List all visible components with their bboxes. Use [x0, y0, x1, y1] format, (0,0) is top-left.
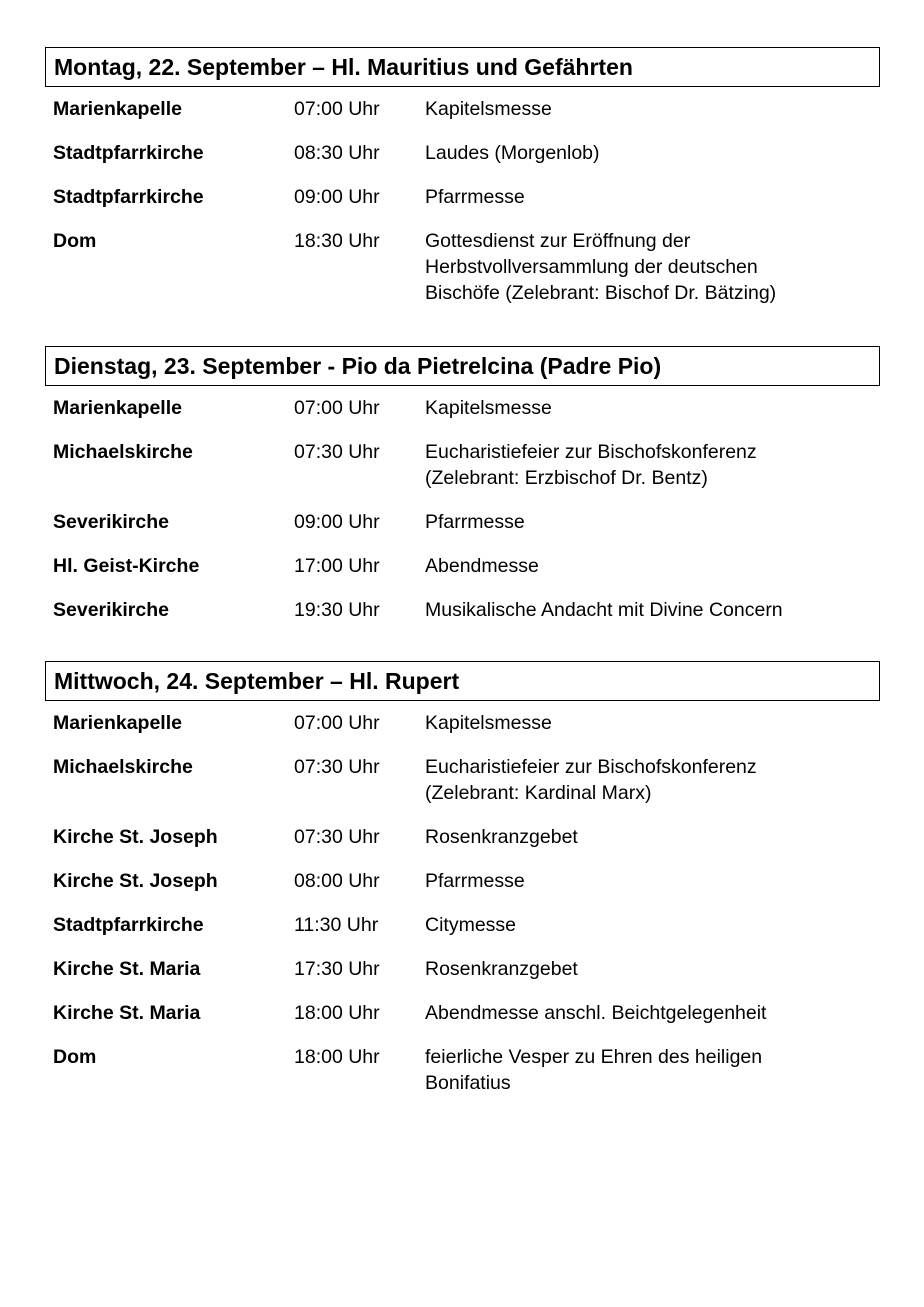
entry-event: Eucharistiefeier zur Bischofskonferenz (Zelebrant: Erzbischof Dr. Bentz) — [425, 441, 757, 489]
entry-place: Dom — [53, 1046, 97, 1068]
entry-time: 19:30 Uhr — [294, 599, 380, 621]
entry-time: 07:00 Uhr — [294, 397, 380, 419]
day-section-wednesday — [45, 661, 880, 1114]
entry-time: 11:30 Uhr — [294, 914, 379, 936]
entry-list — [45, 710, 880, 1096]
schedule-entry — [45, 140, 880, 166]
entry-event: Pfarrmesse — [425, 186, 525, 208]
entry-list — [45, 395, 880, 623]
entry-event: Laudes (Morgenlob) — [425, 142, 600, 164]
schedule-entry — [45, 553, 880, 579]
day-header: Montag, 22. September – Hl. Mauritius und Gefährten — [45, 47, 880, 87]
entry-event: Rosenkranzgebet — [425, 958, 578, 980]
entry-event: feierliche Vesper zu Ehren des heiligen Bonifatius — [425, 1046, 763, 1094]
schedule-entry — [45, 754, 880, 806]
entry-place: Hl. Geist-Kirche — [53, 555, 200, 577]
entry-event: Rosenkranzgebet — [425, 826, 578, 848]
schedule-entry — [45, 1000, 880, 1026]
entry-place: Dom — [53, 230, 97, 252]
entry-place: Stadtpfarrkirche — [53, 186, 204, 208]
entry-place: Marienkapelle — [53, 712, 182, 734]
day-header: Mittwoch, 24. September – Hl. Rupert — [45, 661, 880, 701]
entry-place: Michaelskirche — [53, 441, 193, 463]
entry-event: Kapitelsmesse — [425, 98, 552, 120]
entry-place: Stadtpfarrkirche — [53, 914, 204, 936]
entry-time: 07:00 Uhr — [294, 712, 380, 734]
entry-event: Citymesse — [425, 914, 517, 936]
entry-event: Eucharistiefeier zur Bischofskonferenz (Zelebrant: Kardinal Marx) — [425, 756, 757, 804]
schedule-entry — [45, 509, 880, 535]
entry-time: 18:00 Uhr — [294, 1002, 380, 1024]
schedule-entry — [45, 710, 880, 736]
entry-place: Severikirche — [53, 511, 170, 533]
entry-time: 18:00 Uhr — [294, 1046, 380, 1068]
schedule-entry — [45, 1044, 880, 1096]
entry-event: Gottesdienst zur Eröffnung der Herbstvollversammlung der deutschen Bischöfe (Zelebrant: Bischof Dr. Bätzing) — [425, 230, 777, 304]
entry-time: 08:30 Uhr — [294, 142, 380, 164]
entry-time: 07:30 Uhr — [294, 441, 380, 463]
entry-time: 18:30 Uhr — [294, 230, 380, 252]
entry-event: Pfarrmesse — [425, 870, 525, 892]
entry-event: Kapitelsmesse — [425, 712, 552, 734]
entry-place: Kirche St. Maria — [53, 958, 201, 980]
entry-time: 09:00 Uhr — [294, 511, 380, 533]
day-section-monday — [45, 47, 880, 324]
entry-event: Abendmesse — [425, 555, 539, 577]
schedule-entry — [45, 912, 880, 938]
entry-place: Marienkapelle — [53, 397, 182, 419]
schedule-entry — [45, 96, 880, 122]
schedule-entry — [45, 395, 880, 421]
entry-place: Kirche St. Maria — [53, 1002, 201, 1024]
schedule-entry — [45, 956, 880, 982]
entry-event: Pfarrmesse — [425, 511, 525, 533]
entry-time: 08:00 Uhr — [294, 870, 380, 892]
entry-time: 07:00 Uhr — [294, 98, 380, 120]
schedule-entry — [45, 184, 880, 210]
entry-event: Musikalische Andacht mit Divine Concern — [425, 599, 783, 621]
entry-event: Kapitelsmesse — [425, 397, 552, 419]
entry-time: 09:00 Uhr — [294, 186, 380, 208]
entry-time: 07:30 Uhr — [294, 826, 380, 848]
schedule-entry — [45, 597, 880, 623]
entry-time: 07:30 Uhr — [294, 756, 380, 778]
schedule-entry — [45, 868, 880, 894]
schedule-entry — [45, 228, 880, 306]
entry-place: Kirche St. Joseph — [53, 826, 218, 848]
schedule-entry — [45, 439, 880, 491]
entry-place: Severikirche — [53, 599, 170, 621]
entry-time: 17:30 Uhr — [294, 958, 380, 980]
schedule-entry — [45, 824, 880, 850]
entry-time: 17:00 Uhr — [294, 555, 380, 577]
entry-place: Kirche St. Joseph — [53, 870, 218, 892]
day-section-tuesday — [45, 346, 880, 641]
entry-place: Stadtpfarrkirche — [53, 142, 204, 164]
entry-place: Marienkapelle — [53, 98, 182, 120]
entry-place: Michaelskirche — [53, 756, 193, 778]
entry-list — [45, 96, 880, 306]
entry-event: Abendmesse anschl. Beichtgelegenheit — [425, 1002, 767, 1024]
day-header: Dienstag, 23. September - Pio da Pietrelcina (Padre Pio) — [45, 346, 880, 386]
